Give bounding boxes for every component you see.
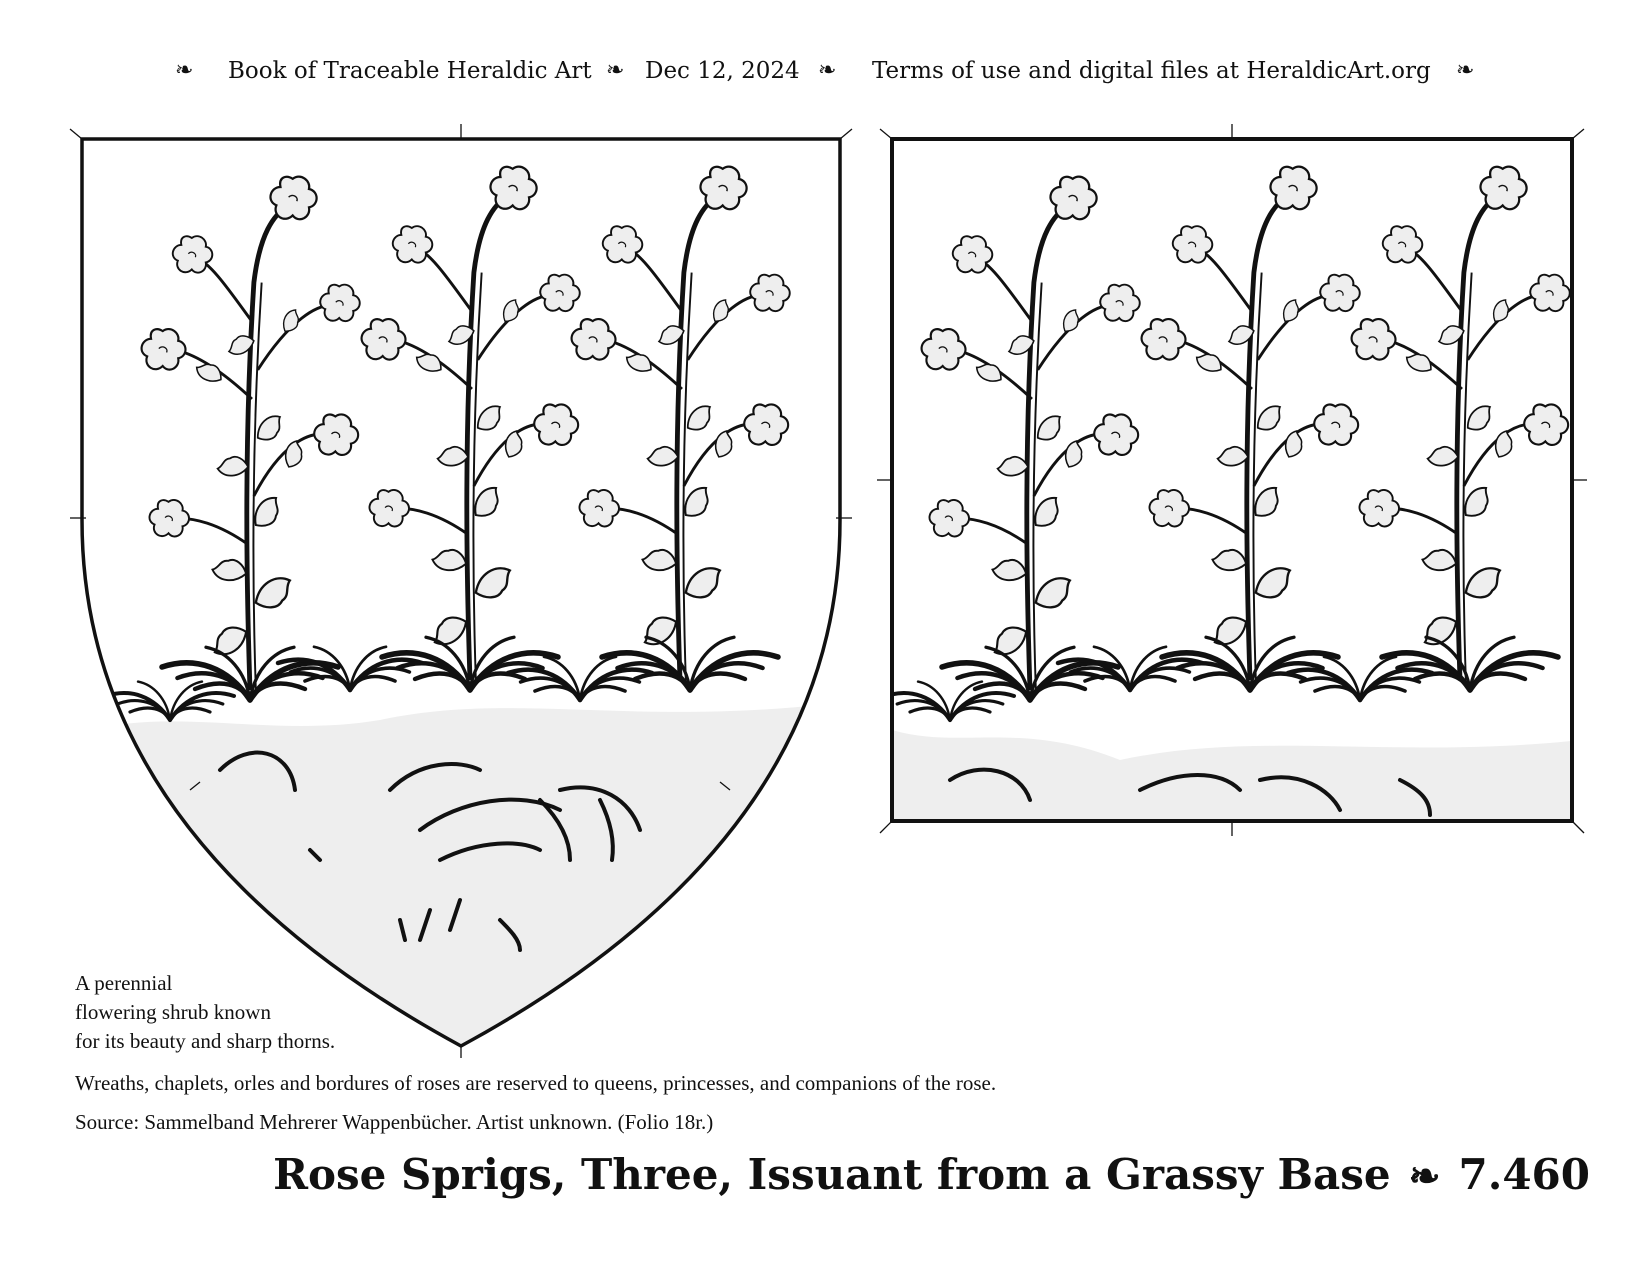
fleuron-ornament: ❧ [175,58,194,83]
plate-number: 7.460 [1458,1150,1590,1199]
fleuron-ornament: ❧ [606,58,625,83]
fleuron-ornament: ❧ [818,58,837,83]
plate-title-text: Rose Sprigs, Three, Issuant from a Grassy Base [273,1150,1391,1199]
definition-line: flowering shrub known [75,1000,271,1024]
square-figure [877,124,1587,836]
usage-note: Wreaths, chaplets, orles and bordures of roses are reserved to queens, princesses, and companions of the rose. [75,1071,997,1095]
plate-title [273,1150,1590,1199]
definition-caption [75,969,335,1056]
definition-line: for its beauty and sharp thorns. [75,1029,336,1053]
publication-date: Dec 12, 2024 [645,58,800,84]
shield-figure [60,124,860,1060]
fleuron-ornament: ❧ [1456,58,1475,83]
fleuron-ornament: ❧ [1408,1153,1441,1198]
source-citation: Source: Sammelband Mehrerer Wappenbücher. Artist unknown. (Folio 18r.) [75,1110,714,1134]
definition-line: A perennial [75,971,173,995]
book-title: Book of Traceable Heraldic Art [228,58,592,84]
terms-of-use: Terms of use and digital files at HeraldicArt.org [872,58,1431,84]
